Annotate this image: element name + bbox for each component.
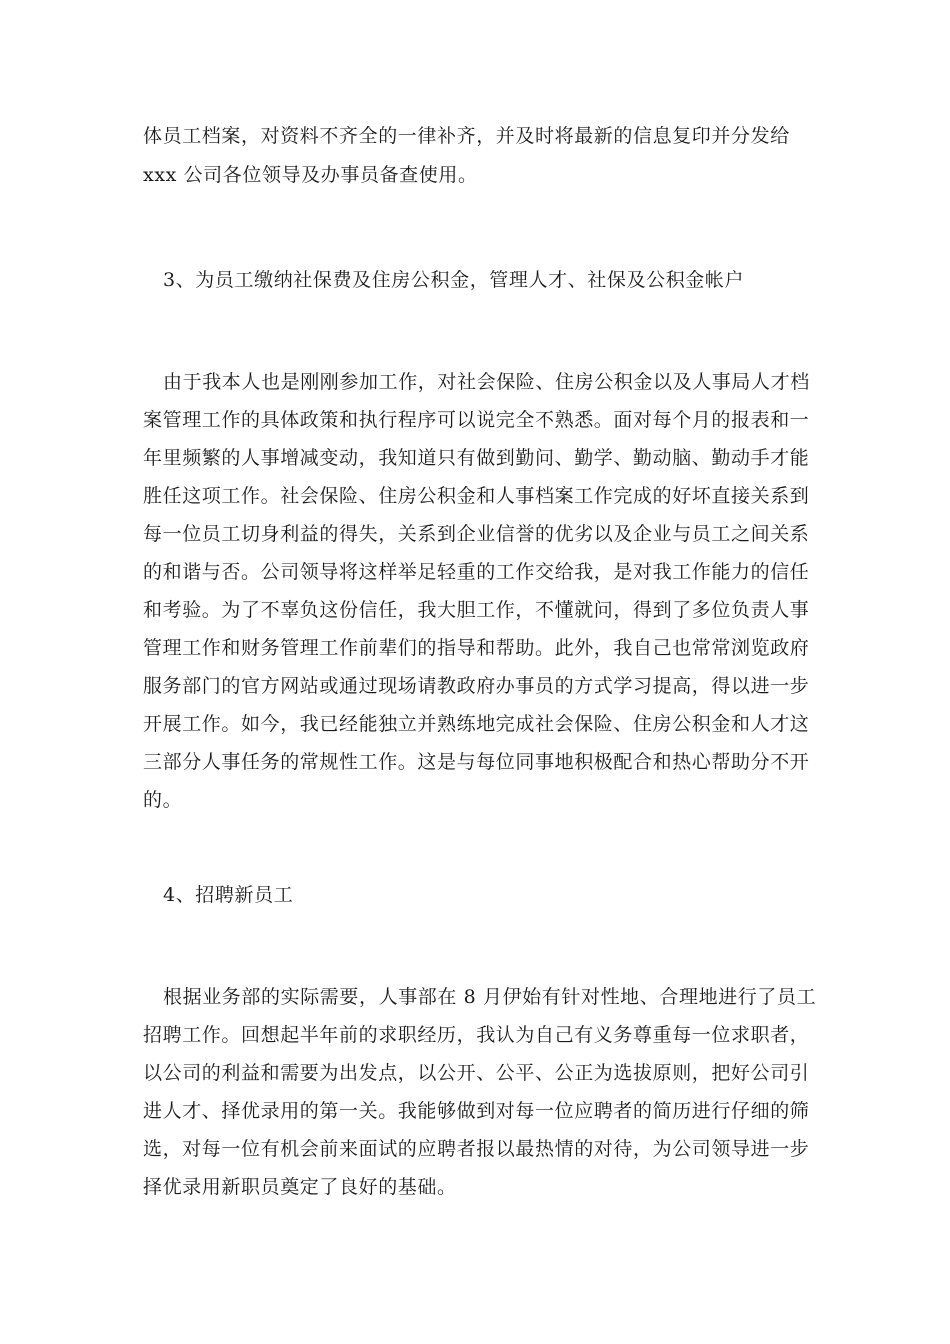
paragraph-line: 由于我本人也是刚刚参加工作，对社会保险、住房公积金以及人事局人才档	[163, 371, 810, 393]
paragraph-line: 和考验。为了不辜负这份信任，我大胆工作，不懂就问，得到了多位负责人事	[143, 599, 810, 621]
section-heading: 4、招聘新员工	[163, 884, 294, 906]
paragraph-line: 胜任这项工作。社会保险、住房公积金和人事档案工作完成的好坏直接关系到	[143, 485, 810, 507]
paragraph-line: xxx 公司各位领导及办事员备查使用。	[143, 164, 478, 186]
paragraph-line: 体员工档案，对资料不齐全的一律补齐，并及时将最新的信息复印并分发给	[143, 125, 790, 147]
paragraph-line: 根据业务部的实际需要，人事部在 8 月伊始有针对性地、合理地进行了员工	[163, 986, 817, 1008]
paragraph-line: 每一位员工切身利益的得失，关系到企业信誉的优劣以及企业与员工之间关系	[143, 523, 810, 545]
paragraph-line: 年里频繁的人事增减变动，我知道只有做到勤问、勤学、勤动脑、勤动手才能	[143, 447, 810, 469]
paragraph-line: 的和谐与否。公司领导将这样举足轻重的工作交给我，是对我工作能力的信任	[143, 561, 810, 583]
paragraph-line: 开展工作。如今，我已经能独立并熟练地完成社会保险、住房公积金和人才这	[143, 713, 810, 735]
paragraph-line: 择优录用新职员奠定了良好的基础。	[143, 1176, 457, 1198]
paragraph-line: 三部分人事任务的常规性工作。这是与每位同事地积极配合和热心帮助分不开	[143, 751, 810, 773]
paragraph-line: 服务部门的官方网站或通过现场请教政府办事员的方式学习提高，得以进一步	[143, 675, 810, 697]
paragraph-line: 进人才、择优录用的第一关。我能够做到对每一位应聘者的简历进行仔细的筛	[143, 1100, 810, 1122]
paragraph-line: 招聘工作。回想起半年前的求职经历，我认为自己有义务尊重每一位求职者，	[143, 1024, 810, 1046]
paragraph-line: 的。	[143, 789, 183, 811]
section-heading: 3、为员工缴纳社保费及住房公积金，管理人才、社保及公积金帐户	[163, 269, 745, 291]
paragraph-line: 选，对每一位有机会前来面试的应聘者报以最热情的对待，为公司领导进一步	[143, 1138, 810, 1160]
paragraph-line: 管理工作和财务管理工作前辈们的指导和帮助。此外，我自己也常常浏览政府	[143, 637, 810, 659]
paragraph-line: 案管理工作的具体政策和执行程序可以说完全不熟悉。面对每个月的报表和一	[143, 409, 810, 431]
paragraph-line: 以公司的利益和需要为出发点，以公开、公平、公正为选拔原则，把好公司引	[143, 1062, 810, 1084]
